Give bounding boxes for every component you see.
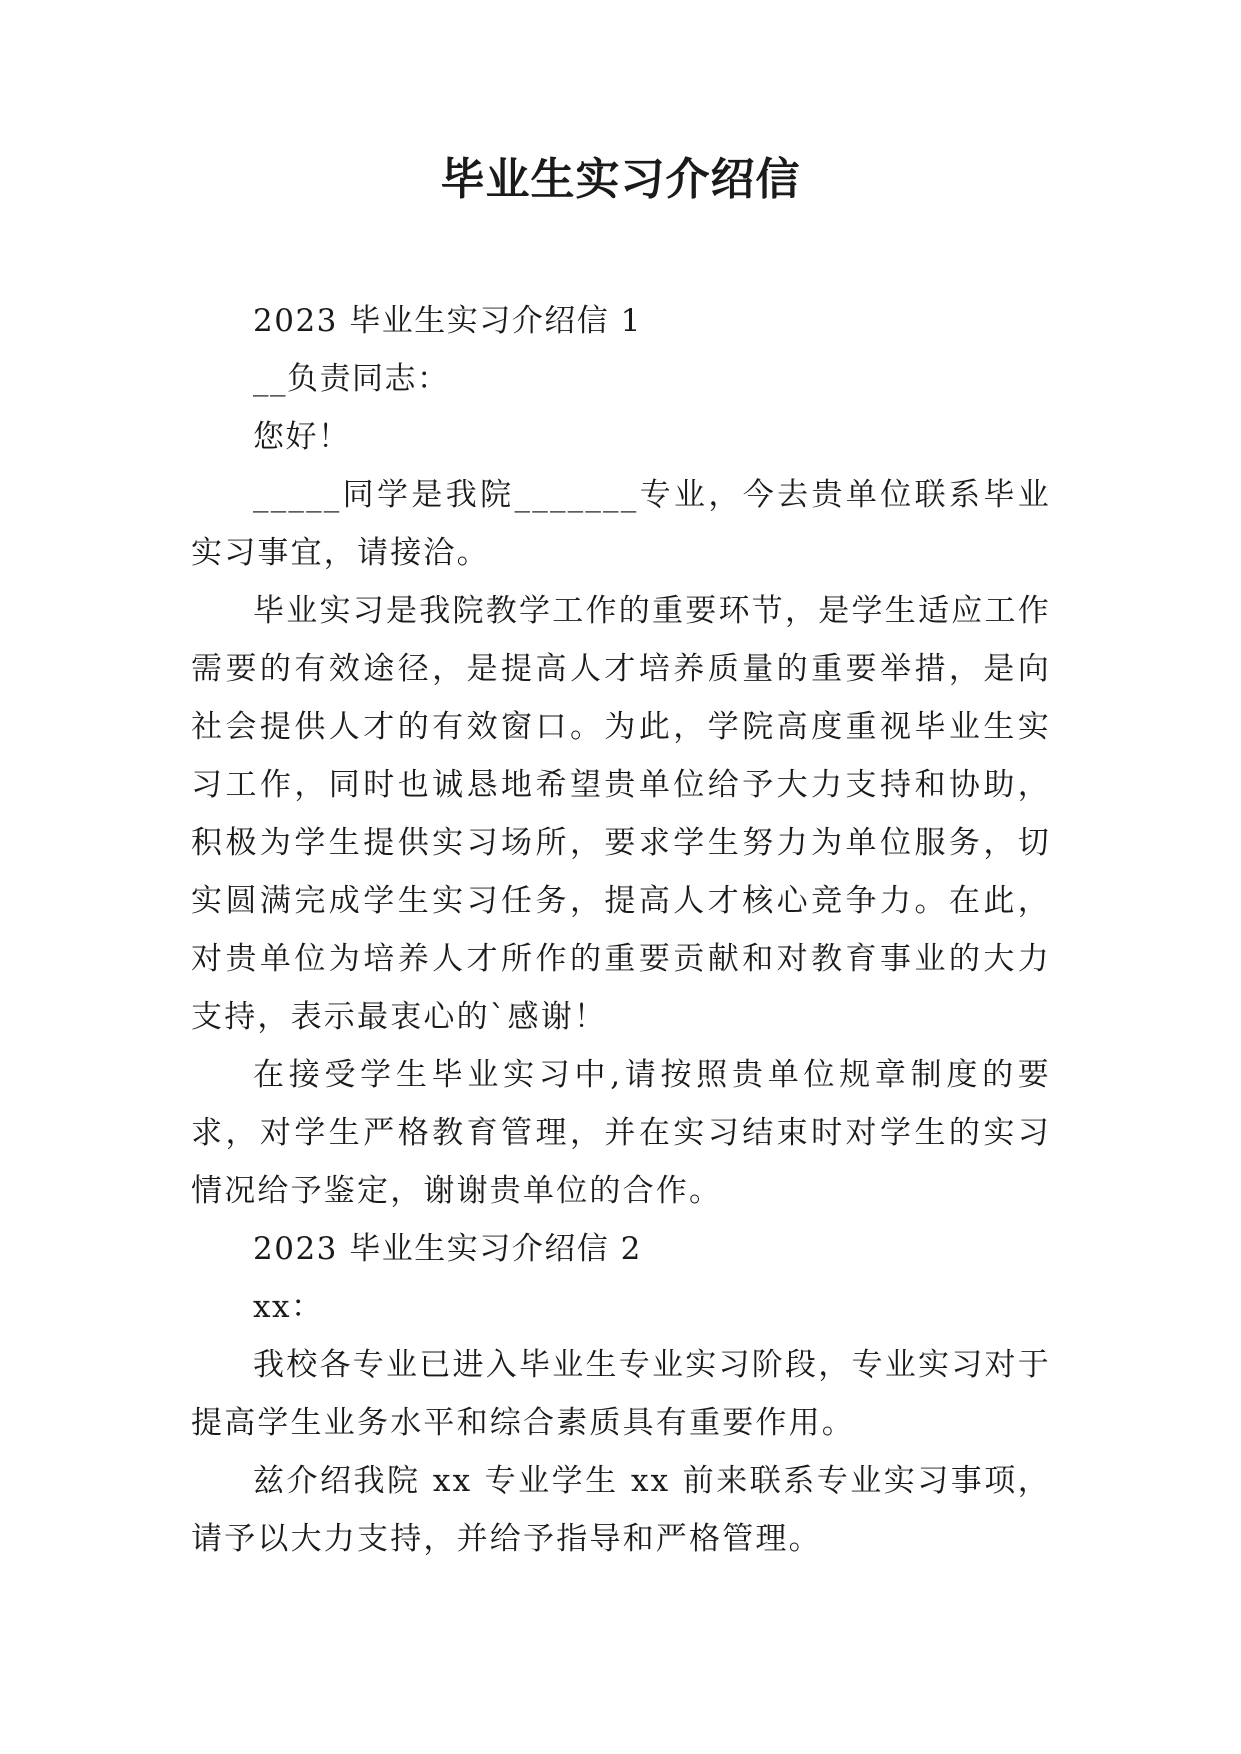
recipient-line: xx： — [253, 1289, 324, 1325]
request-paragraph: 在接受学生毕业实习中,请按照贵单位规章制度的要求，对学生严格教育管理，并在实习结束时对学生的实习情况给予鉴定，谢谢贵单位的合作。 — [191, 1057, 1051, 1209]
stage-paragraph: 我校各专业已进入毕业生专业实习阶段，专业实习对于提高学生业务水平和综合素质具有重要作用。 — [191, 1347, 1051, 1441]
letter-1-heading: 2023 毕业生实习介绍信 1 — [253, 303, 642, 339]
referral-paragraph: 兹介绍我院 xx 专业学生 xx 前来联系专业实习事项，请予以大力支持，并给予指导和严格管理。 — [191, 1463, 1051, 1557]
introduction-paragraph: _____同学是我院_______专业，今去贵单位联系毕业实习事宜，请接洽。 — [191, 477, 1051, 571]
salutation-line: __负责同志： — [253, 361, 450, 397]
greeting-line: 您好！ — [253, 419, 351, 455]
importance-paragraph: 毕业实习是我院教学工作的重要环节，是学生适应工作需要的有效途径，是提高人才培养质量的重要举措，是向社会提供人才的有效窗口。为此，学院高度重视毕业生实习工作，同时也诚恳地希望贵单位给予大力支持和协助，积极为学生提供实习场所，要求学生努力为单位服务，切实圆满完成学生实习任务，提高人才核心竞争力。在此，对贵单位为培养人才所作的重要贡献和对教育事业的大力支持，表示最衷心的`感谢！ — [191, 593, 1051, 1035]
document-title: 毕业生实习介绍信 — [440, 154, 801, 205]
letter-2-heading: 2023 毕业生实习介绍信 2 — [253, 1231, 642, 1267]
document-body — [191, 292, 1051, 1568]
